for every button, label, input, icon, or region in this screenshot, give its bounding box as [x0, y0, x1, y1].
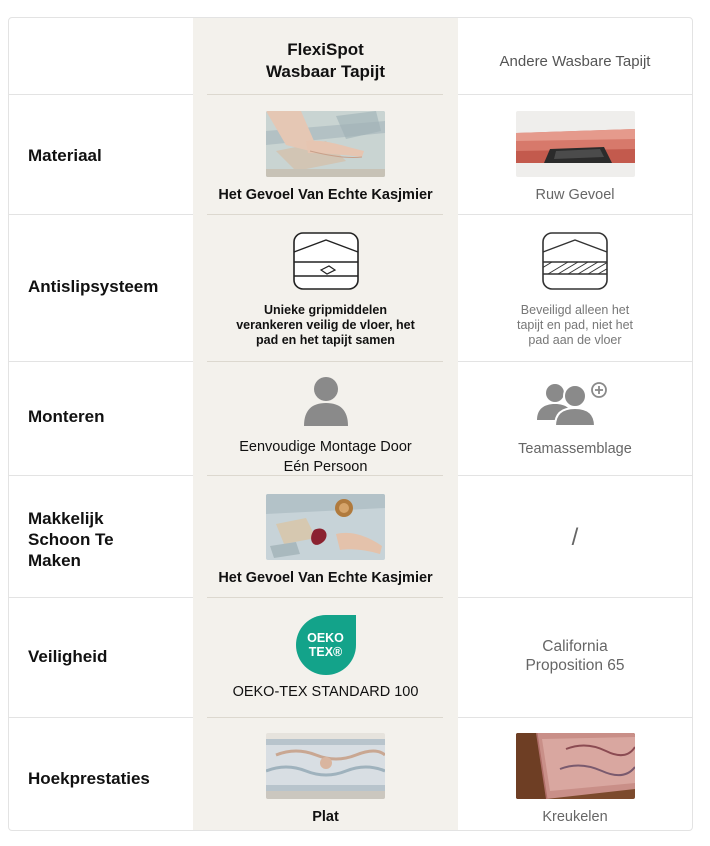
caption-line: Proposition 65 [525, 657, 625, 674]
row-label: Monteren [28, 407, 105, 426]
rough-rug-photo [516, 111, 635, 177]
flexispot-antislip-caption [236, 303, 415, 348]
other-assembly-caption: Teamassemblage [518, 441, 632, 457]
oeko-logo-text [296, 631, 356, 659]
other-header [458, 53, 692, 70]
person-icon [300, 376, 352, 431]
other-cleaning-value: / [571, 524, 579, 551]
row-label: Hoekprestaties [28, 769, 150, 788]
flexispot-title-line1: FlexiSpot [287, 40, 364, 59]
other-assembly-cell [458, 382, 692, 459]
row-veiligheid [9, 598, 692, 717]
row-label: Antislipsysteem [28, 277, 159, 296]
wrinkled-corner-photo [516, 733, 635, 799]
flexispot-header [193, 39, 458, 83]
other-antislip-caption [517, 303, 633, 348]
caption-line: pad aan de vloer [528, 333, 622, 347]
other-cleaning-cell [458, 524, 692, 552]
flat-corner-photo [266, 733, 385, 799]
team-add-icon [533, 382, 617, 431]
cleaning-rug-photo [266, 494, 385, 560]
row-materiaal [9, 95, 692, 214]
flexispot-material-cell [193, 111, 458, 205]
row-cleaning [9, 476, 692, 597]
flexispot-safety-cell [193, 615, 458, 702]
flexispot-corner-cell [193, 733, 458, 827]
caption-line: Beveiligd alleen het [520, 303, 630, 317]
row-hoekprestaties [9, 718, 692, 830]
caption-line: Eenvoudige Montage Door [239, 439, 412, 455]
caption-line: Unieke gripmiddelen [264, 303, 387, 317]
flexispot-title-line2: Wasbaar Tapijt [265, 62, 386, 81]
flexispot-safety-caption: OEKO-TEX STANDARD 100 [232, 684, 419, 700]
other-corner-cell [458, 733, 692, 827]
other-corner-caption: Kreukelen [542, 809, 608, 825]
caption-line: pad en het tapijt samen [256, 333, 395, 347]
other-safety-cell [458, 637, 692, 675]
row-label: Veiligheid [28, 647, 108, 666]
hatched-layer-icon [542, 232, 608, 295]
flexispot-assembly-caption [239, 437, 412, 477]
flexispot-antislip-cell [193, 232, 458, 348]
row-label: Materiaal [28, 146, 102, 165]
cashmere-touch-photo [266, 111, 385, 177]
comparison-table [8, 17, 693, 831]
oeko-logo-line: TEX® [308, 645, 343, 659]
other-material-cell [458, 111, 692, 205]
header-row [9, 18, 692, 94]
caption-line: tapijt en pad, niet het [516, 318, 634, 332]
flexispot-corner-caption: Plat [312, 809, 339, 825]
caption-line: California [542, 638, 608, 655]
label-line: Schoon Te [28, 530, 114, 549]
oeko-logo-line: OEKO [307, 631, 344, 645]
flexispot-cleaning-caption: Het Gevoel Van Echte Kasjmier [218, 570, 433, 586]
other-antislip-cell [458, 232, 692, 348]
flexispot-cleaning-cell [193, 494, 458, 588]
label-line: Maken [28, 551, 81, 570]
grip-layer-icon [293, 232, 359, 295]
caption-line: Eén Persoon [283, 459, 368, 475]
label-line: Makkelijk [28, 509, 104, 528]
other-title: Andere Wasbare Tapijt [499, 53, 651, 70]
row-antislip [9, 215, 692, 361]
row-monteren [9, 362, 692, 475]
other-material-caption: Ruw Gevoel [535, 187, 615, 203]
caption-line: verankeren veilig de vloer, het [236, 318, 415, 332]
row-label [28, 508, 114, 571]
oeko-tex-logo [296, 615, 356, 675]
flexispot-material-caption: Het Gevoel Van Echte Kasjmier [218, 187, 433, 203]
flexispot-assembly-cell [193, 376, 458, 477]
